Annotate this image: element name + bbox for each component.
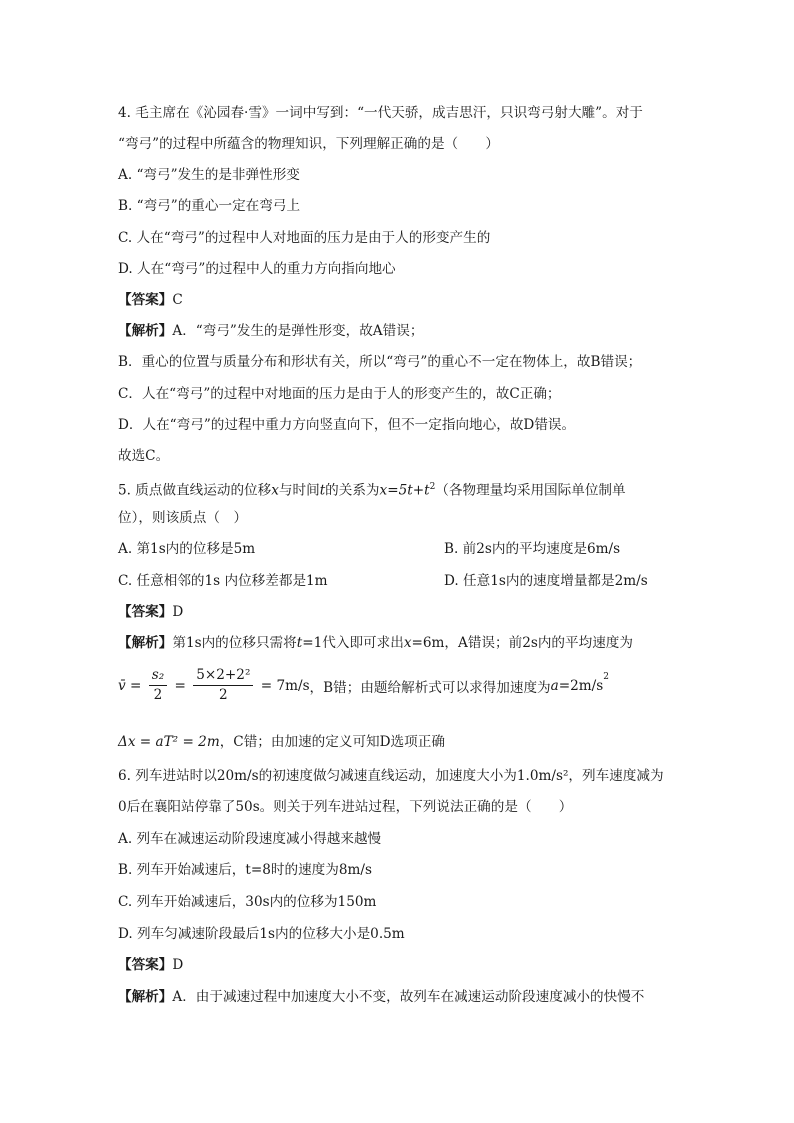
- answer-tag: 【答案】: [118, 292, 173, 308]
- q4-analysis-line-3: C．人在“弯弓”的过程中对地面的压力是由于人的形变产生的，故C正确；: [118, 386, 561, 402]
- fraction-numerator: s₂: [149, 667, 167, 686]
- q5-average-velocity-formula: [118, 667, 609, 704]
- q6-option-a: A. 列车在减速运动阶段速度减小得越来越慢: [118, 831, 382, 847]
- q4-analysis-line-1: [118, 322, 423, 340]
- answer-value: D: [172, 957, 184, 973]
- exponent: 2: [603, 672, 609, 682]
- q4-option-b: B. “弯弓”的重心一定在弯弓上: [118, 198, 301, 214]
- q4-option-c: C. 人在“弯弓”的过程中人对地面的压力是由于人的形变产生的: [118, 230, 491, 246]
- analysis-text: A．“弯弓”发生的是弹性形变，故A错误；: [172, 323, 424, 339]
- q5-stem-text: （各物理量均采用国际单位制单: [435, 482, 626, 499]
- q6-answer: [118, 956, 183, 974]
- q4-stem-line-2: “弯弓”的过程中所蕴含的物理知识，下列理解正确的是（ ）: [118, 136, 499, 152]
- q4-option-d: D. 人在“弯弓”的过程中人的重力方向指向地心: [118, 261, 396, 277]
- q4-analysis-line-2: B．重心的位置与质量分布和形状有关，所以“弯弓”的重心不一定在物体上，故B错误；: [118, 354, 642, 370]
- q4-stem-line-1: 4. 毛主席在《沁园春·雪》一词中写到：“一代天骄，成吉思汗，只识弯弓射大雕”。对于: [118, 105, 643, 121]
- var-t: t: [296, 635, 303, 651]
- analysis-tag: 【解析】: [118, 635, 173, 651]
- formula-lhs: v̄ =: [118, 677, 142, 694]
- var-t: t: [319, 482, 326, 499]
- exponent: 2: [429, 482, 436, 492]
- equals-sign: =: [174, 677, 186, 694]
- q5-analysis-line-1: [118, 634, 633, 652]
- analysis-text: =1代入即可求出: [302, 635, 404, 651]
- q5-delta-x-formula: [118, 733, 445, 751]
- analysis-tag: 【解析】: [118, 323, 173, 339]
- q6-analysis-line-1: [118, 988, 644, 1006]
- formula-result: = 7m/s: [260, 677, 310, 694]
- q6-option-b: B. 列车开始减速后，t=8时的速度为8m/s: [118, 862, 372, 878]
- fraction-calculation: [193, 667, 253, 704]
- analysis-text: 第1s内的位移只需将: [172, 635, 297, 651]
- analysis-text: ，C错；由加速的定义可知D选项正确: [219, 734, 445, 750]
- q5-stem-text: 的关系为: [325, 482, 380, 499]
- analysis-tag: 【解析】: [118, 989, 173, 1005]
- q6-option-d: D. 列车匀减速阶段最后1s内的位移大小是0.5m: [118, 926, 405, 942]
- analysis-text: =6m，A错误；前2s内的平均速度为: [411, 635, 633, 651]
- q4-analysis-line-4: D．人在“弯弓”的过程中重力方向竖直向下，但不一定指向地心，故D错误。: [118, 417, 576, 433]
- var-a: a: [550, 677, 559, 694]
- answer-tag: 【答案】: [118, 604, 173, 620]
- q5-stem-text: 5. 质点做直线运动的位移: [118, 482, 272, 499]
- q5-stem-text: 与时间: [278, 482, 320, 499]
- fraction-s2-over-2: [149, 667, 167, 704]
- q5-stem-line-2: 位），则该质点（ ）: [118, 510, 248, 526]
- q5-answer: [118, 603, 183, 621]
- q6-stem-line-1: 6. 列车进站时以20m/s的初速度做匀减速直线运动，加速度大小为1.0m/s²，列车速度减为: [118, 768, 664, 784]
- var-x: x: [271, 482, 279, 499]
- var-x: x: [403, 635, 412, 651]
- fraction-denominator: 2: [153, 687, 163, 703]
- q5-equation: x=5t+t: [379, 482, 430, 499]
- answer-tag: 【答案】: [118, 957, 173, 973]
- fraction-numerator: 5×2+2²: [193, 667, 253, 686]
- q6-option-c: C. 列车开始减速后，30s内的位移为150m: [118, 894, 377, 910]
- q6-stem-line-2: 0后在襄阳站停靠了50s。则关于列车进站过程，下列说法正确的是（ ）: [118, 799, 573, 815]
- answer-value: D: [172, 604, 184, 620]
- q5-stem-line-1: [118, 478, 626, 500]
- q5-option-d: D. 任意1s内的速度增量都是2m/s: [444, 573, 648, 589]
- q4-option-a: A. “弯弓”发生的是非弹性形变: [118, 167, 300, 183]
- analysis-text: ，B错；由题给解析式可以求得加速度为: [309, 679, 551, 696]
- answer-value: C: [172, 292, 183, 308]
- q4-conclusion: 故选C。: [118, 448, 170, 464]
- q5-option-a: A. 第1s内的位移是5m: [118, 541, 256, 557]
- fraction-denominator: 2: [218, 687, 228, 703]
- analysis-text: A．由于减速过程中加速度大小不变，故列车在减速运动阶段速度减小的快慢不: [172, 989, 645, 1005]
- q4-answer: [118, 291, 183, 309]
- analysis-text: =2m/s: [558, 677, 604, 694]
- q5-option-b: B. 前2s内的平均速度是6m/s: [444, 541, 621, 557]
- formula-delta-x: Δx = aT² = 2m: [118, 734, 220, 750]
- q5-option-c: C. 任意相邻的1s 内位移差都是1m: [118, 573, 328, 589]
